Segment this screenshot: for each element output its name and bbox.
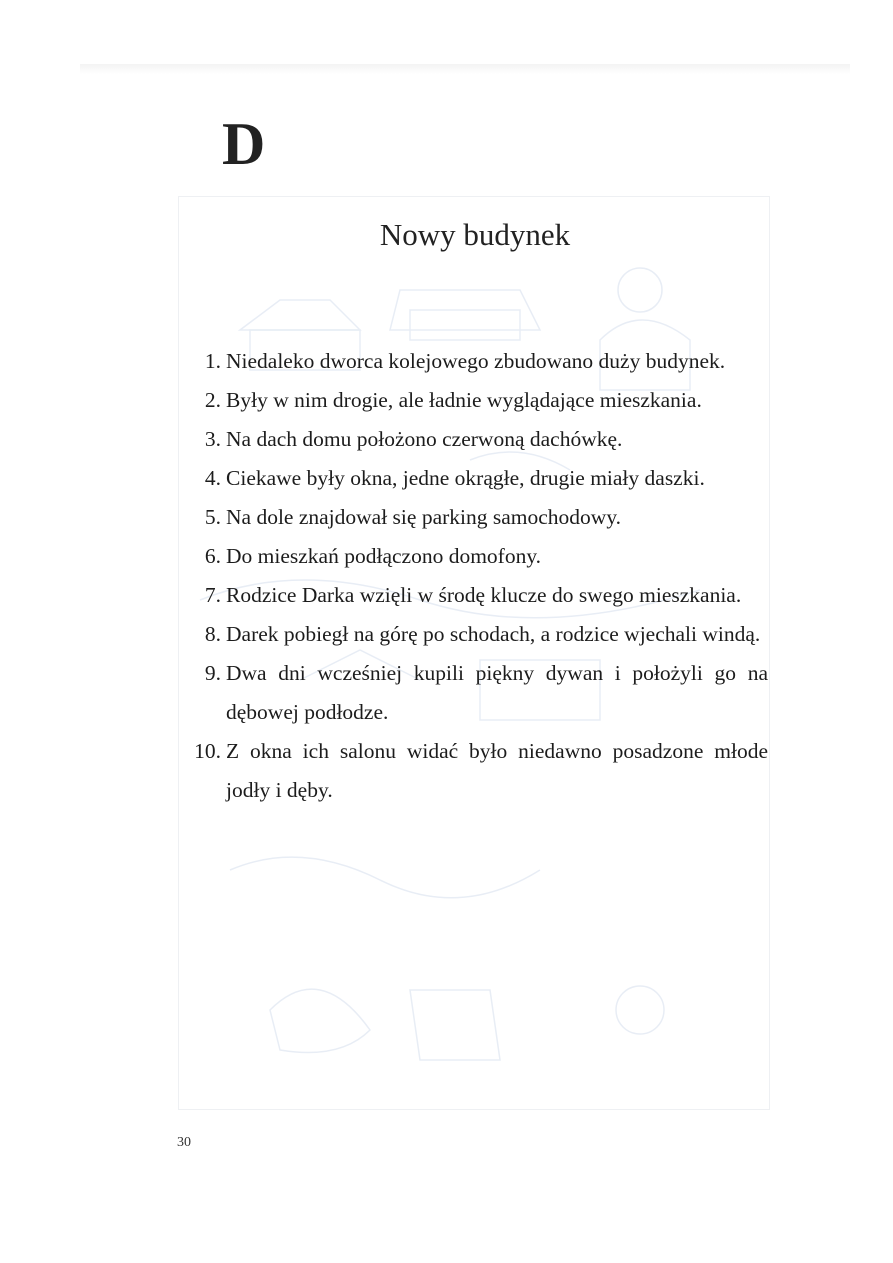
- sentence-number: 1.: [204, 349, 221, 373]
- sentence-text: Darek pobiegł na górę po schodach, a rodzice wjechali windą.: [226, 622, 761, 646]
- sentence-number: 9.: [204, 661, 221, 685]
- sentence-item: [186, 342, 768, 381]
- sentence-item: [186, 381, 768, 420]
- sentence-item: [186, 615, 768, 654]
- sentence-text: Niedaleko dworca kolejowego zbudowano duży budynek.: [226, 349, 726, 373]
- sentence-item: [186, 654, 768, 732]
- sentence-number: 5.: [204, 505, 221, 529]
- sentence-number: 4.: [204, 466, 221, 490]
- sentence-item: [186, 732, 768, 810]
- sentence-item: [186, 537, 768, 576]
- sentence-text: Na dole znajdował się parking samochodowy.: [226, 505, 622, 529]
- sentence-text: Ciekawe były okna, jedne okrągłe, drugie miały daszki.: [226, 466, 705, 490]
- sentence-number: 2.: [204, 388, 221, 412]
- page-title: Nowy budynek: [379, 217, 571, 252]
- sentence-text: Na dach domu położono czerwoną dachówkę.: [226, 427, 623, 451]
- section-letter: D: [222, 111, 266, 177]
- sentence-number: 3.: [204, 427, 221, 451]
- sentence-text: Rodzice Darka wzięli w środę klucze do swego mieszkania.: [226, 583, 742, 607]
- sentence-text: Dwa dni wcześniej kupili piękny dywan i położyli go na dębowej podłodze.: [226, 661, 768, 724]
- page-number: 30: [177, 1135, 191, 1150]
- sentence-number: 8.: [204, 622, 221, 646]
- sentence-item: [186, 498, 768, 537]
- sentence-number: 7.: [204, 583, 221, 607]
- sentence-item: [186, 576, 768, 615]
- sentence-number: 6.: [204, 544, 221, 568]
- sentence-list: [186, 342, 768, 810]
- sentence-text: Do mieszkań podłączono domofony.: [226, 544, 542, 568]
- sentence-text: Były w nim drogie, ale ładnie wyglądające mieszkania.: [226, 388, 702, 412]
- sentence-text: Z okna ich salonu widać było niedawno posadzone młode jodły i dęby.: [226, 739, 768, 802]
- sentence-item: [186, 459, 768, 498]
- sentence-item: [186, 420, 768, 459]
- sentence-number: 10.: [194, 739, 221, 763]
